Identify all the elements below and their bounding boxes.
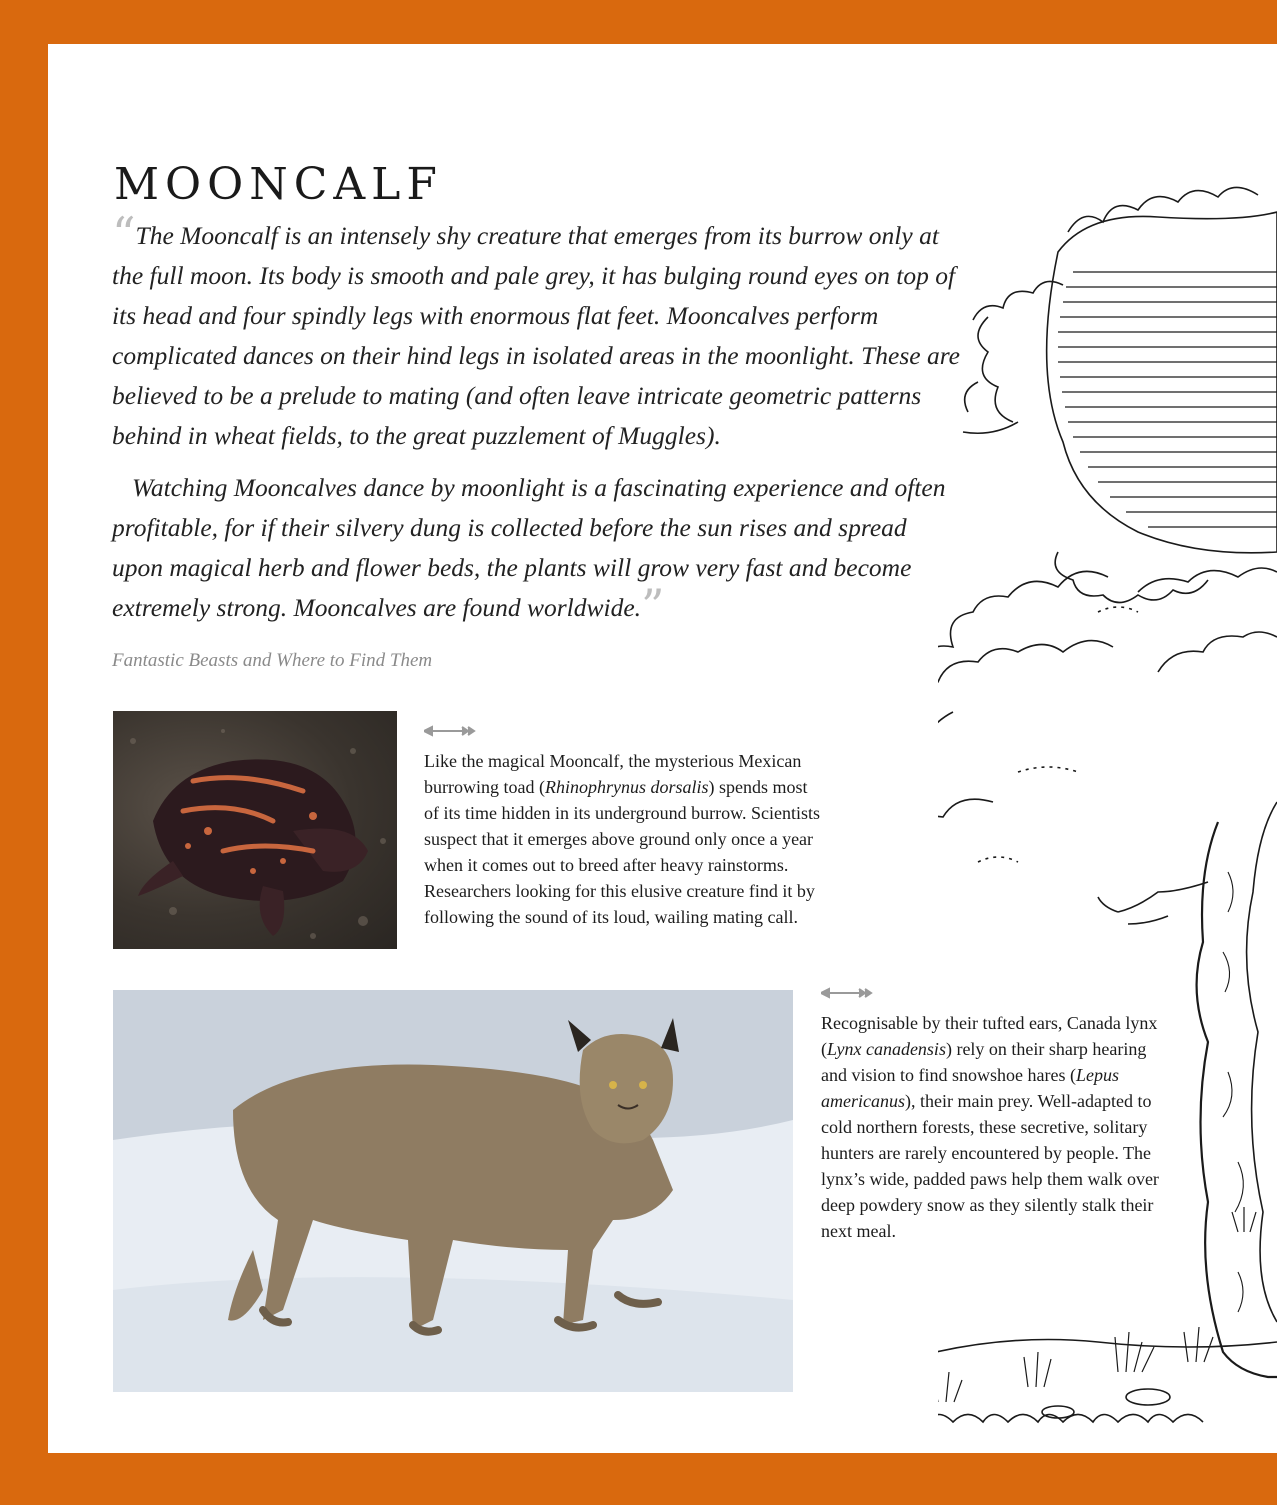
quote-source: Fantastic Beasts and Where to Find Them [112,650,433,671]
toad-caption: Like the magical Mooncalf, the mysterious Mexican burrowing toad (Rhinophrynus dorsalis) spends most of its time hidden in its underground burrow. Scientists suspect that it emerges above ground only once a year when it comes out to breed after heavy rainstorms. Researchers looking for this elusive creature find it by following the sound of its loud, wailing mating call. [424,751,820,927]
open-quote-mark: “ [112,207,136,261]
quote-paragraph-2: Watching Mooncalves dance by moonlight is a fascinating experience and often profitable, for if their silvery dung is collected before the sun rises and spread upon magical herb and flower beds, the plants will grow very fast and become extremely strong. Mooncalves are found worldwide.” [112,473,946,633]
arrow-icon [424,725,476,737]
quote-paragraph-1: “The Mooncalf is an intensely shy creature that emerges from its burrow only at the full moon. Its body is smooth and pale grey, it has bulging round eyes on top of its head and four spindly legs with enormous flat feet. Mooncalves perform complicated dances on their hind legs in isolated areas in the moonlight. These are believed to be a prelude to mating (and often leave intricate geometric patterns behind in wheat fields, to the great puzzlement of Muggles). [112,207,960,450]
lynx-photo [113,990,793,1392]
book-page [48,44,1277,1453]
toad-photo [113,711,397,949]
page-title: MOONCALF [114,159,443,211]
close-quote-mark: ” [641,579,665,633]
quote-block [112,207,962,633]
arrow-icon [821,987,873,999]
mooncalf-illustration [938,172,1277,1453]
lynx-caption: Recognisable by their tufted ears, Canada lynx (Lynx canadensis) rely on their sharp hearing and vision to find snowshoe hares (Lepus americanus), their main prey. Well-adapted to cold northern forests, these secretive, solitary hunters are rarely encountered by people. The lynx’s wide, padded paws help them walk over deep powdery snow as they silently stalk their next meal. [821,1013,1159,1241]
